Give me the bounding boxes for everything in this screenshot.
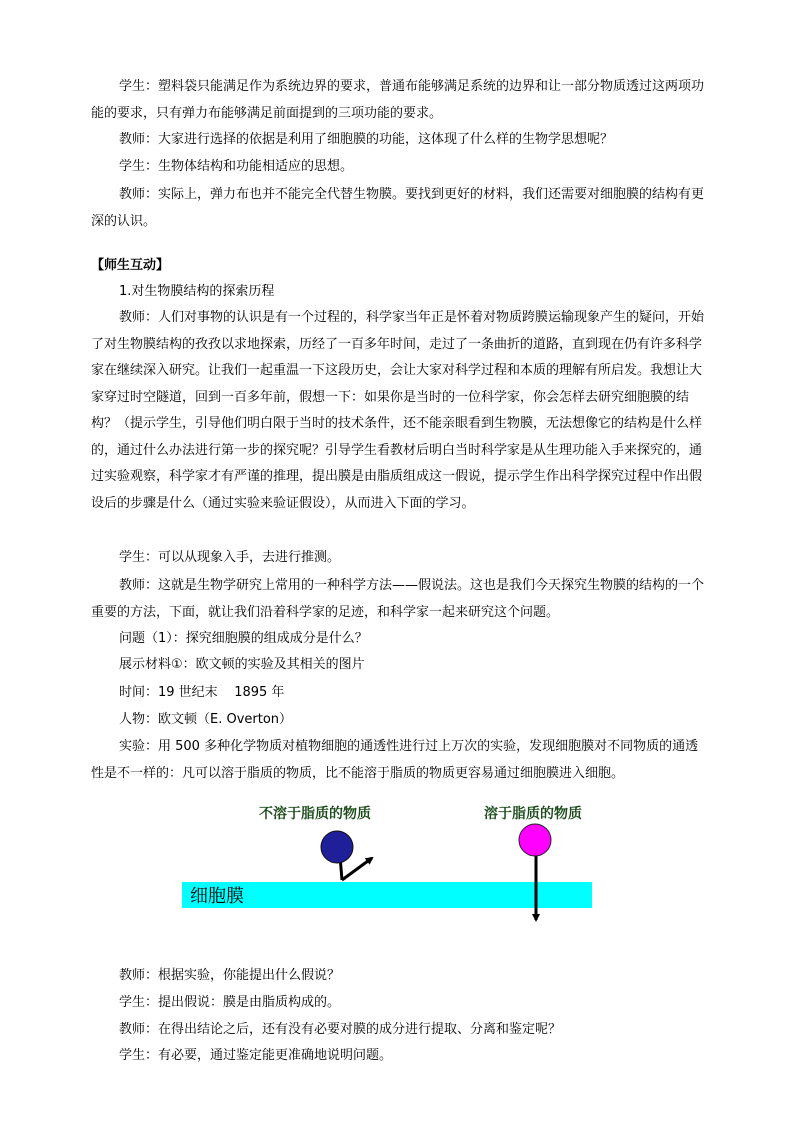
paragraph-student-hypothesis: 学生：提出假说：膜是由脂质构成的。 [119,995,341,1010]
paragraph-student-necessary: 学生：有必要，通过鉴定能更准确地说明问题。 [119,1048,393,1063]
insoluble-label: 不溶于脂质的物质 [259,806,371,822]
paragraph-teacher-extraction: 教师：在得出结论之后，还有没有必要对膜的成分进行提取、分离和鉴定呢？ [119,1022,562,1037]
figure-svg [182,800,602,935]
overton-experiment-figure [182,800,602,935]
paragraph-teacher-elastic: 教师：实际上，弹力布也并不能完全代替生物膜。要找到更好的材料，我们还需要对细胞膜的结构有更深的认识。 [91,187,705,229]
soluble-molecule [519,824,551,856]
insoluble-bounce-arrow [342,858,372,880]
paragraph-student-answer: 学生：生物体结构和功能相适应的思想。 [119,159,354,174]
paragraph-student-phenomenon: 学生：可以从现象入手，去进行推测。 [119,550,341,565]
paragraph-teacher-history: 教师：人们对事物的认识是有一个过程的，科学家当年正是怀着对物质跨膜运输现象产生的疑问，开始了对生物膜结构的孜孜以求地探索，历经了一百多年时间，走过了一条曲折的道路，直到现在仍有许多科学家在继续深入研究。让我们一起重温一下这段历史，会让大家对科学过程和本质的理解有所启发。我想让大家穿过时空隧道，回到一百多年前，假想一下：如果你是当时的一位科学家，你会怎样去研究细胞膜的结构？（提示学生，引导他们明白限于当时的技术条件，还不能亲眼看到生物膜，无法想像它的结构是什么样的，通过什么办法进行第一步的探究呢？引导学生看教材后明白当时科学家是从生理功能入手来探究的，通过实验观察，科学家才有严谨的推理，提出膜是由脂质组成这一假说，提示学生作出科学探究过程中作出假设后的步骤是什么（通过实验来验证假设），从而进入下面的学习。 [91,310,705,511]
paragraph-teacher-question: 教师：大家进行选择的依据是利用了细胞膜的功能，这体现了什么样的生物学思想呢？ [119,132,614,147]
membrane-label: 细胞膜 [190,886,244,906]
paragraph-teacher-hypothesis-method: 教师：这就是生物学研究上常用的一种科学方法——假说法。这也是我们今天探究生物膜的结构的一个重要的方法，下面，就让我们沿着科学家的足迹，和科学家一起来研究这个问题。 [91,578,705,620]
time-line: 时间：19 世纪末 1895 年 [119,685,285,700]
experiment-description: 实验：用 500 多种化学物质对植物细胞的通透性进行过上万次的实验，发现细胞膜对不同物质的通透性是不一样的：凡可以溶于脂质的物质，比不能溶于脂质的物质更容易通过细胞膜进入细胞。 [91,739,699,781]
question-1: 问题（1）：探究细胞膜的组成成分是什么？ [119,631,368,646]
material-1: 展示材料①：欧文顿的实验及其相关的图片 [119,657,365,672]
subsection-title: 1.对生物膜结构的探索历程 [119,284,275,299]
paragraph-teacher-ask-hypothesis: 教师：根据实验，你能提出什么假说？ [119,968,341,983]
person-line: 人物：欧文顿（E. Overton） [119,712,293,727]
insoluble-molecule [321,831,353,863]
soluble-label: 溶于脂质的物质 [484,806,582,822]
section-heading: 【师生互动】 [91,258,170,273]
paragraph-student-materials: 学生：塑料袋只能满足作为系统边界的要求，普通布能够满足系统的边界和让一部分物质透过这两项功能的要求，只有弹力布能够满足前面提到的三项功能的要求。 [91,79,705,121]
